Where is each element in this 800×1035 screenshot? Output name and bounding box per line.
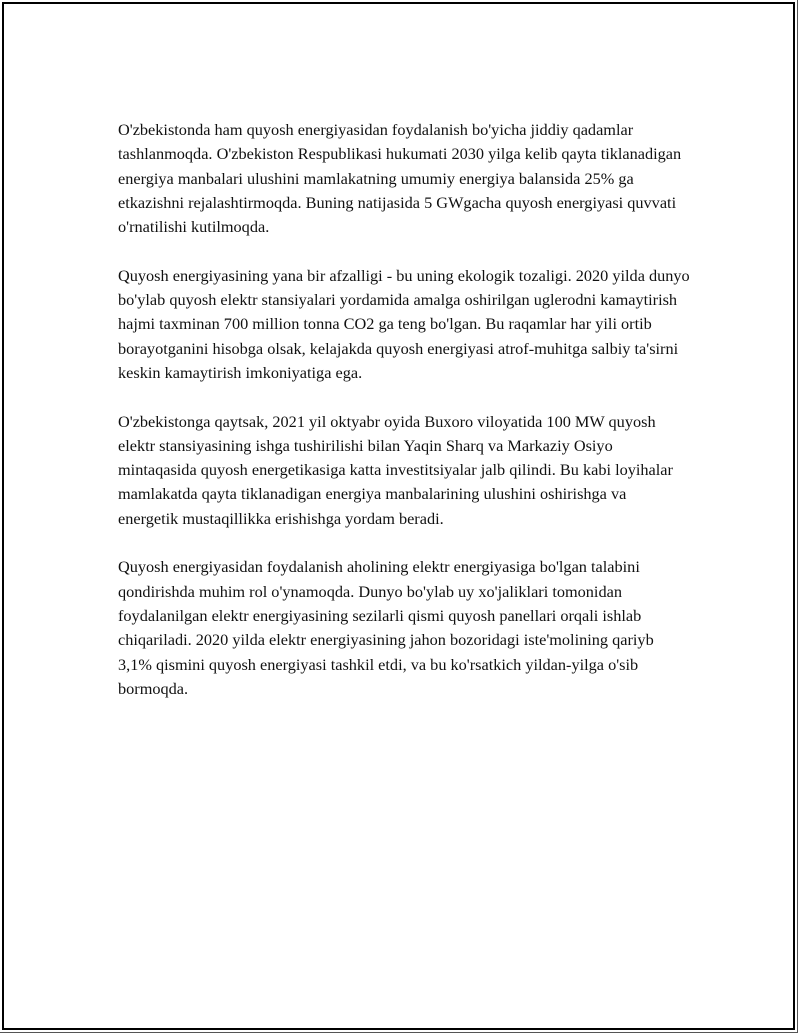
paragraph-2: Quyosh energiyasining yana bir afzalligi - bu uning ekologik tozaligi. 2020 yilda dunyo bo'ylab quyosh elektr stansiyalari yordamida amalga oshirilgan uglerodni kamaytirish hajmi taxminan 700 million tonna CO2 ga teng bo'lgan. Bu raqamlar har yili ortib borayotganini hisobga olsak, kelajakda quyosh energiyasi atrof-muhitga salbiy ta'sirni keskin kamaytirish imkoniyatiga ega. xyxy=(118,265,690,382)
paragraph-1: O'zbekistonda ham quyosh energiyasidan foydalanish bo'yicha jiddiy qadamlar tashlanmoqda. O'zbekiston Respublikasi hukumati 2030 yilga kelib qayta tiklanadigan energiya manbalari ulushini mamlakatning umumiy energiya balansida 25% ga etkazishni rejalashtirmoqda. Buning natijasida 5 GWgacha quyosh energiyasi quvvati o'rnatilishi kutilmoqda. xyxy=(118,120,682,237)
paragraph-3: O'zbekistonga qaytsak, 2021 yil oktyabr oyida Buxoro viloyatida 100 MW quyosh elektr stansiyasining ishga tushirilishi bilan Yaqin Sharq va Markaziy Osiyo mintaqasida quyosh energetikasiga katta investitsiyalar jalb qilindi. Bu kabi loyihalar mamlakatda qayta tiklanadigan energiya manbalarining ulushini oshirishga va energetik mustaqillikka erishishga yordam beradi. xyxy=(118,411,673,528)
document-body xyxy=(118,118,690,725)
paragraph-4: Quyosh energiyasidan foydalanish aholining elektr energiyasiga bo'lgan talabini qondirishda muhim rol o'ynamoqda. Dunyo bo'ylab uy xo'jaliklari tomonidan foydalanilgan elektr energiyasining sezilarli qismi quyosh panellari orqali ishlab chiqariladi. 2020 yilda elektr energiyasining jahon bozoridagi iste'molining qariyb 3,1% qismini quyosh energiyasi tashkil etdi, va bu ko'rsatkich yildan-yilga o'sib bormoqda. xyxy=(118,557,654,698)
